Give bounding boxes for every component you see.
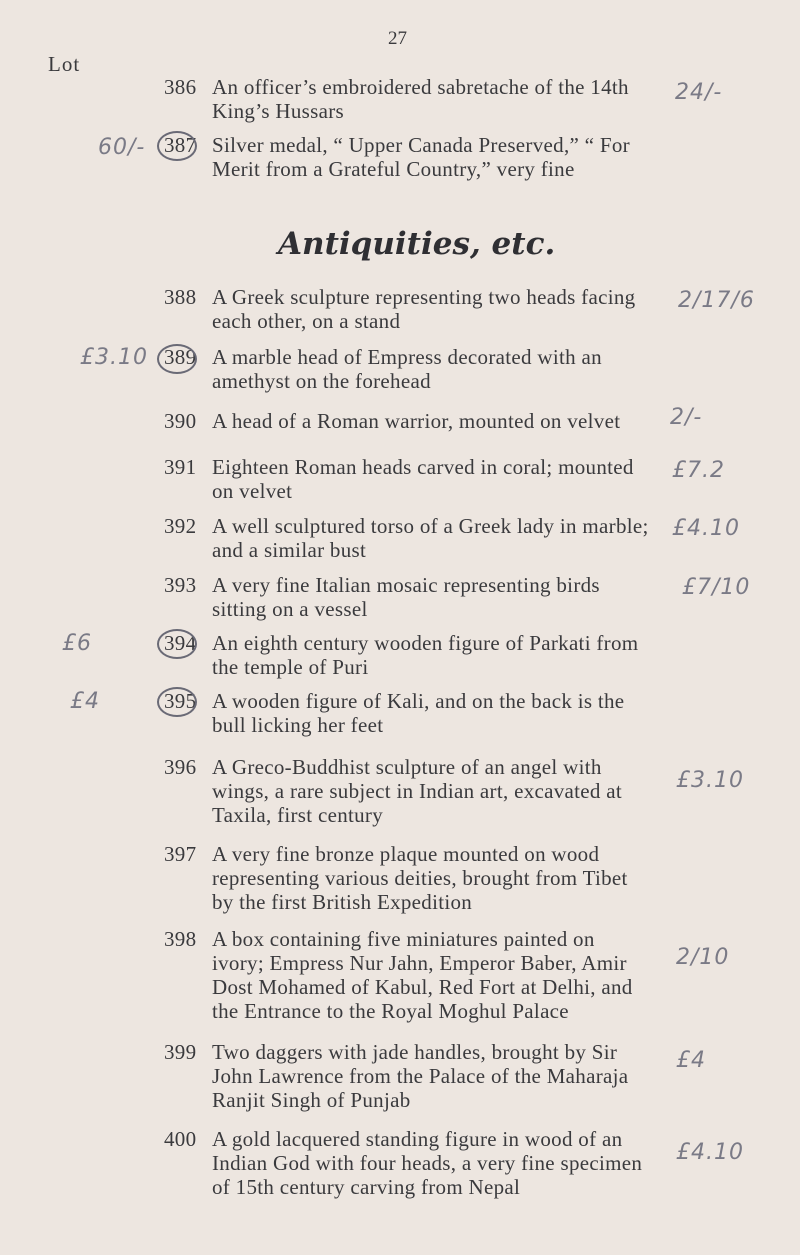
lot-description: Eighteen Roman heads carved in coral; mounted on velvet [212, 455, 634, 503]
price-annotation: £4 [676, 1048, 706, 1073]
lot-description: A wooden figure of Kali, and on the back is the bull licking her feet [212, 689, 625, 737]
price-annotation: £6 [62, 631, 92, 656]
price-annotation: £7.2 [672, 458, 725, 483]
lot-number: 393 [164, 573, 197, 597]
lot-description: A box containing five miniatures painted on ivory; Empress Nur Jahn, Emperor Baber, Amir Dost Mohamed of Kabul, Red Fort at Delhi, and the Entrance to the Royal Moghul Palace [212, 927, 633, 1023]
lot-description: A Greco-Buddhist sculpture of an angel with wings, a rare subject in Indian art, excavated at Taxila, first century [212, 755, 623, 827]
lot-number: 388 [164, 285, 197, 309]
lot-395 [164, 689, 652, 737]
lot-description: Silver medal, “ Upper Canada Preserved,” “ For Merit from a Grateful Country,” very fine [212, 133, 630, 181]
section-heading: Antiquities, etc. [278, 226, 556, 262]
lot-number: 387 [164, 133, 197, 157]
price-annotation: £4.10 [672, 516, 740, 541]
lot-circle-mark [157, 629, 197, 659]
lot-number: 397 [164, 842, 197, 866]
lot-number: 400 [164, 1127, 197, 1151]
lot-400 [164, 1127, 652, 1199]
lot-description: A well sculptured torso of a Greek lady in marble; and a similar bust [212, 514, 649, 562]
lot-396 [164, 755, 652, 827]
lot-description: A very fine Italian mosaic representing birds sitting on a vessel [212, 573, 600, 621]
lot-description: A marble head of Empress decorated with an amethyst on the forehead [212, 345, 602, 393]
lot-column-header: Lot [48, 52, 81, 76]
lot-389 [164, 345, 652, 393]
price-annotation: £3.10 [80, 345, 148, 370]
lot-397 [164, 842, 652, 914]
lot-description: An officer’s embroidered sabretache of the 14th King’s Hussars [212, 75, 629, 123]
lot-390 [164, 409, 652, 433]
price-annotation: £4 [70, 689, 100, 714]
price-annotation: 2/17/6 [678, 288, 755, 313]
page-number: 27 [388, 28, 407, 49]
lot-number: 398 [164, 927, 197, 951]
lot-number: 391 [164, 455, 197, 479]
lot-description: A Greek sculpture representing two heads facing each other, on a stand [212, 285, 636, 333]
lot-386 [164, 75, 652, 123]
lot-description: An eighth century wooden figure of Parkati from the temple of Puri [212, 631, 639, 679]
lot-circle-mark [157, 131, 197, 161]
lot-description: A head of a Roman warrior, mounted on velvet [212, 409, 621, 433]
lot-description: A very fine bronze plaque mounted on wood representing various deities, brought from Tibet by the first British Expedition [212, 842, 628, 914]
lot-number: 399 [164, 1040, 197, 1064]
lot-number: 389 [164, 345, 197, 369]
lot-number: 395 [164, 689, 197, 713]
price-annotation: 60/- [98, 135, 146, 160]
price-annotation: £4.10 [676, 1140, 744, 1165]
lot-description: A gold lacquered standing figure in wood of an Indian God with four heads, a very fine specimen of 15th century carving from Nepal [212, 1127, 643, 1199]
lot-number: 396 [164, 755, 197, 779]
lot-number: 392 [164, 514, 197, 538]
price-annotation: £3.10 [676, 768, 744, 793]
lot-number: 390 [164, 409, 197, 433]
lot-description: Two daggers with jade handles, brought by Sir John Lawrence from the Palace of the Maharaja Ranjit Singh of Punjab [212, 1040, 629, 1112]
lot-number: 386 [164, 75, 197, 99]
lot-398 [164, 927, 652, 1023]
lot-393 [164, 573, 652, 621]
lot-number: 394 [164, 631, 197, 655]
lot-399 [164, 1040, 652, 1112]
lot-circle-mark [157, 687, 197, 717]
lot-394 [164, 631, 652, 679]
lot-392 [164, 514, 652, 562]
lot-circle-mark [157, 344, 197, 374]
lot-391 [164, 455, 652, 503]
price-annotation: 24/- [675, 80, 723, 105]
lot-387 [164, 133, 652, 181]
lot-388 [164, 285, 652, 333]
price-annotation: 2/- [670, 405, 703, 430]
price-annotation: 2/10 [676, 945, 730, 970]
price-annotation: £7/10 [682, 575, 751, 600]
